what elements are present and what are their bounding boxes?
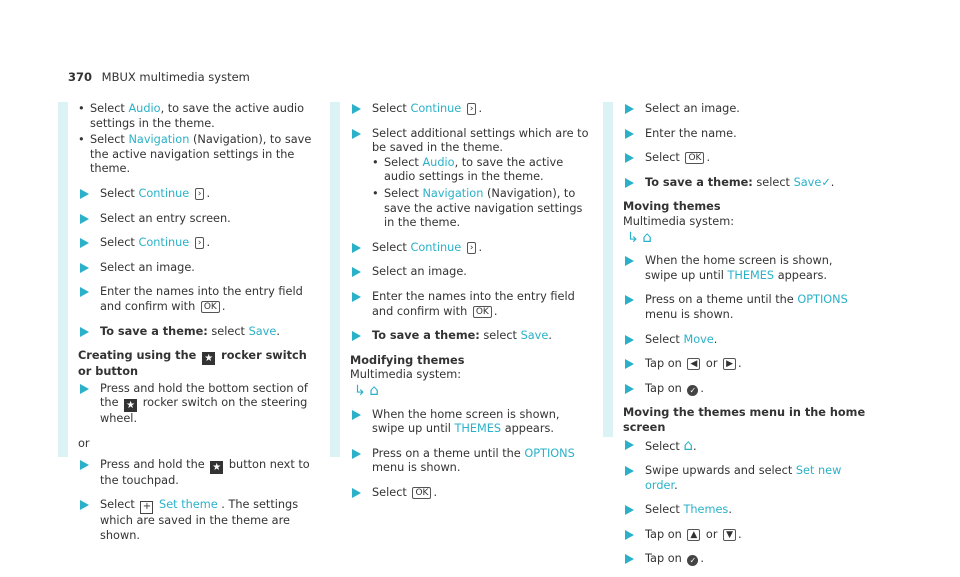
column-1-content [78, 102, 323, 553]
page-number: 370 [68, 70, 93, 84]
step: Select Continue › . [78, 236, 323, 251]
step: Select an entry screen. [78, 212, 323, 227]
ok-icon: OK [412, 487, 431, 499]
step-arrow-icon [352, 488, 361, 498]
step: Select an image. [350, 265, 595, 280]
list-item: • Select Audio, to save the active audio settings in the theme. [78, 102, 323, 131]
home-icon: ⌂ [369, 380, 379, 399]
up-arrow-icon: ▲ [687, 529, 700, 541]
step: When the home screen is shown, swipe up until THEMES appears. [623, 254, 868, 283]
section-heading: Moving themes [623, 200, 721, 214]
step: Press on a theme until the OPTIONS menu is shown. [623, 293, 868, 322]
continue-icon: › [195, 188, 205, 200]
star-icon: ★ [124, 399, 137, 412]
step: Select Move. [623, 333, 868, 348]
step: To save a theme: select Save. [78, 325, 323, 340]
step: To save a theme: select Save. [350, 329, 595, 344]
step-arrow-icon [80, 214, 89, 224]
step-arrow-icon [352, 292, 361, 302]
step-arrow-icon [80, 500, 89, 510]
step-arrow-icon [352, 331, 361, 341]
step: Press on a theme until the OPTIONS menu is shown. [350, 447, 595, 476]
step: Enter the names into the entry field and confirm with OK . [350, 290, 595, 319]
step-arrow-icon [625, 440, 634, 450]
ok-icon: OK [201, 301, 220, 313]
step: Select OK . [350, 486, 595, 501]
step-arrow-icon [352, 243, 361, 253]
margin-bar [603, 102, 613, 437]
step-arrow-icon [625, 178, 634, 188]
continue-icon: › [467, 103, 477, 115]
margin-bar [58, 102, 68, 457]
step: Enter the names into the entry field and confirm with OK . [78, 285, 323, 314]
step: Select Themes. [623, 503, 868, 518]
step: Select Continue › . [78, 187, 323, 202]
or-text: or [78, 436, 90, 450]
step-arrow-icon [625, 256, 634, 266]
check-icon: ✓ [821, 175, 831, 189]
step-arrow-icon [625, 104, 634, 114]
step-arrow-icon [625, 530, 634, 540]
step-arrow-icon [352, 129, 361, 139]
step: Tap on ◀ or ▶ . [623, 357, 868, 372]
step: Select an image. [623, 102, 868, 117]
page-title: MBUX multimedia system [101, 70, 250, 84]
step-arrow-icon [352, 449, 361, 459]
step: Tap on ✓ . [623, 552, 868, 567]
step-arrow-icon [625, 466, 634, 476]
plus-icon: + [140, 501, 153, 514]
step: Select ⌂. [623, 438, 868, 455]
home-icon: ⌂ [683, 435, 693, 454]
step-arrow-icon [80, 238, 89, 248]
step-arrow-icon [80, 287, 89, 297]
step: Select Continue › . [350, 241, 595, 256]
step-arrow-icon [625, 153, 634, 163]
step-arrow-icon [80, 327, 89, 337]
ok-icon: OK [685, 152, 704, 164]
down-arrow-icon: ▼ [723, 529, 736, 541]
step-arrow-icon [625, 335, 634, 345]
step: Select an image. [78, 261, 323, 276]
step: Tap on ✓ . [623, 382, 868, 397]
step-arrow-icon [80, 460, 89, 470]
path-arrow-icon: ↳ [354, 382, 366, 399]
star-icon: ★ [202, 352, 215, 365]
step-arrow-icon [352, 267, 361, 277]
path-row [350, 380, 595, 400]
step-arrow-icon [625, 384, 634, 394]
margin-bar [330, 102, 340, 457]
right-arrow-icon: ▶ [723, 358, 736, 370]
step-arrow-icon [625, 129, 634, 139]
step-arrow-icon [625, 505, 634, 515]
ok-icon: OK [473, 306, 492, 318]
step: Press and hold the ★ button next to the touchpad. [78, 458, 323, 489]
step-arrow-icon [625, 359, 634, 369]
list-item: • Select Navigation (Navigation), to save the active navigation settings in the theme. [372, 187, 595, 231]
star-icon: ★ [210, 461, 223, 474]
home-icon: ⌂ [642, 227, 652, 246]
step: Press and hold the bottom section of the ★ rocker switch on the steering wheel. [78, 382, 323, 427]
path-row [623, 227, 868, 247]
step-arrow-icon [80, 263, 89, 273]
step-arrow-icon [352, 410, 361, 420]
column-3-content [623, 102, 868, 577]
step: To save a theme: select Save✓. [623, 176, 868, 191]
step-arrow-icon [625, 554, 634, 564]
section-subheading: Multimedia system: [623, 214, 735, 228]
path-arrow-icon: ↳ [627, 229, 639, 246]
column-2-content [350, 102, 595, 510]
bullet-list [78, 102, 323, 177]
step: Swipe upwards and select Set new order. [623, 464, 868, 493]
list-item: • Select Audio, to save the active audio settings in the theme. [372, 156, 595, 185]
step: Select OK . [623, 151, 868, 166]
bullet-list [372, 156, 595, 231]
step-arrow-icon [352, 104, 361, 114]
section-subheading: Multimedia system: [350, 368, 462, 382]
continue-icon: › [467, 242, 477, 254]
step: Tap on ▲ or ▼ . [623, 528, 868, 543]
step-arrow-icon [80, 384, 89, 394]
left-arrow-icon: ◀ [687, 358, 700, 370]
step: Select Continue › . [350, 102, 595, 117]
confirm-icon: ✓ [687, 385, 698, 396]
section-heading: Modifying themes [350, 353, 465, 367]
step: When the home screen is shown, swipe up until THEMES appears. [350, 408, 595, 437]
continue-icon: › [195, 237, 205, 249]
step: Select + Set theme . The settings which are saved in the theme are shown. [78, 498, 323, 543]
confirm-icon: ✓ [687, 555, 698, 566]
page-header [68, 70, 250, 85]
list-item: • Select Navigation (Navigation), to save the active navigation settings in the theme. [78, 133, 323, 177]
section-heading: Moving the themes menu in the home screen [623, 406, 866, 434]
step-arrow-icon [625, 295, 634, 305]
section-heading: Creating using the ★ rocker switch or button [78, 349, 307, 379]
step: Select additional settings which are to be saved in the theme. • Select Audio, to save the active audio settings in the theme. • Select Navigation (Navigation), to save the active navigation settings in the theme. [350, 127, 595, 231]
step: Enter the name. [623, 127, 868, 142]
step-arrow-icon [80, 189, 89, 199]
